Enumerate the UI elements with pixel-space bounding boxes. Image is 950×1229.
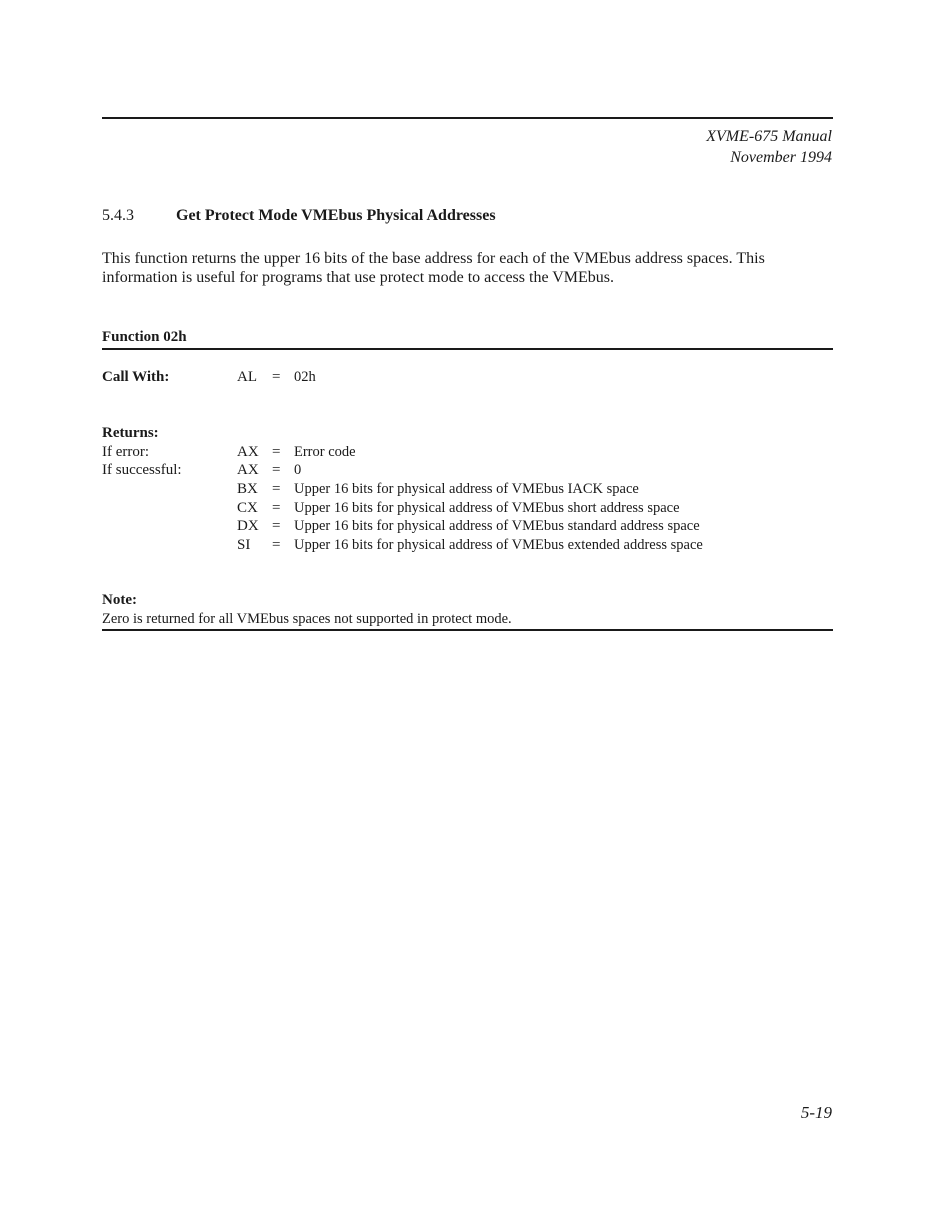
- function-title-rule: [102, 348, 833, 350]
- return-register: CX: [237, 500, 258, 516]
- return-register: BX: [237, 481, 258, 497]
- return-register: SI: [237, 537, 251, 553]
- call-value: 02h: [294, 369, 316, 385]
- function-title: Function 02h: [102, 329, 187, 345]
- call-equals: =: [272, 369, 281, 385]
- return-value: Error code: [294, 444, 356, 460]
- section-description: This function returns the upper 16 bits of the base address for each of the VMEbus address spaces. This information is useful for programs that use protect mode to access the VMEbus.: [102, 250, 765, 286]
- call-register: AL: [237, 369, 257, 385]
- call-with-label: Call With:: [102, 369, 170, 385]
- return-register: DX: [237, 518, 259, 534]
- return-register: AX: [237, 444, 259, 460]
- manual-date: November 1994: [730, 149, 832, 166]
- note-rule: [102, 629, 833, 631]
- return-value: Upper 16 bits for physical address of VMEbus short address space: [294, 500, 680, 516]
- return-value: Upper 16 bits for physical address of VMEbus standard address space: [294, 518, 700, 534]
- return-condition: If error:: [102, 444, 150, 460]
- page-number: 5-19: [800, 1103, 832, 1122]
- note-label: Note:: [102, 592, 137, 608]
- return-equals: =: [272, 462, 281, 478]
- return-equals: =: [272, 444, 281, 460]
- return-equals: =: [272, 481, 281, 497]
- manual-title: XVME-675 Manual: [706, 128, 832, 145]
- return-equals: =: [272, 537, 281, 553]
- note-text: Zero is returned for all VMEbus spaces not supported in protect mode.: [102, 611, 512, 627]
- return-value: 0: [294, 462, 302, 478]
- returns-label: Returns:: [102, 425, 159, 441]
- return-equals: =: [272, 518, 281, 534]
- section-number: 5.4.3: [102, 207, 134, 224]
- return-value: Upper 16 bits for physical address of VMEbus IACK space: [294, 481, 639, 497]
- section-title: Get Protect Mode VMEbus Physical Addresses: [176, 207, 496, 224]
- return-value: Upper 16 bits for physical address of VMEbus extended address space: [294, 537, 703, 553]
- return-equals: =: [272, 500, 281, 516]
- return-condition: If successful:: [102, 462, 182, 478]
- return-register: AX: [237, 462, 259, 478]
- header-rule: [102, 117, 833, 119]
